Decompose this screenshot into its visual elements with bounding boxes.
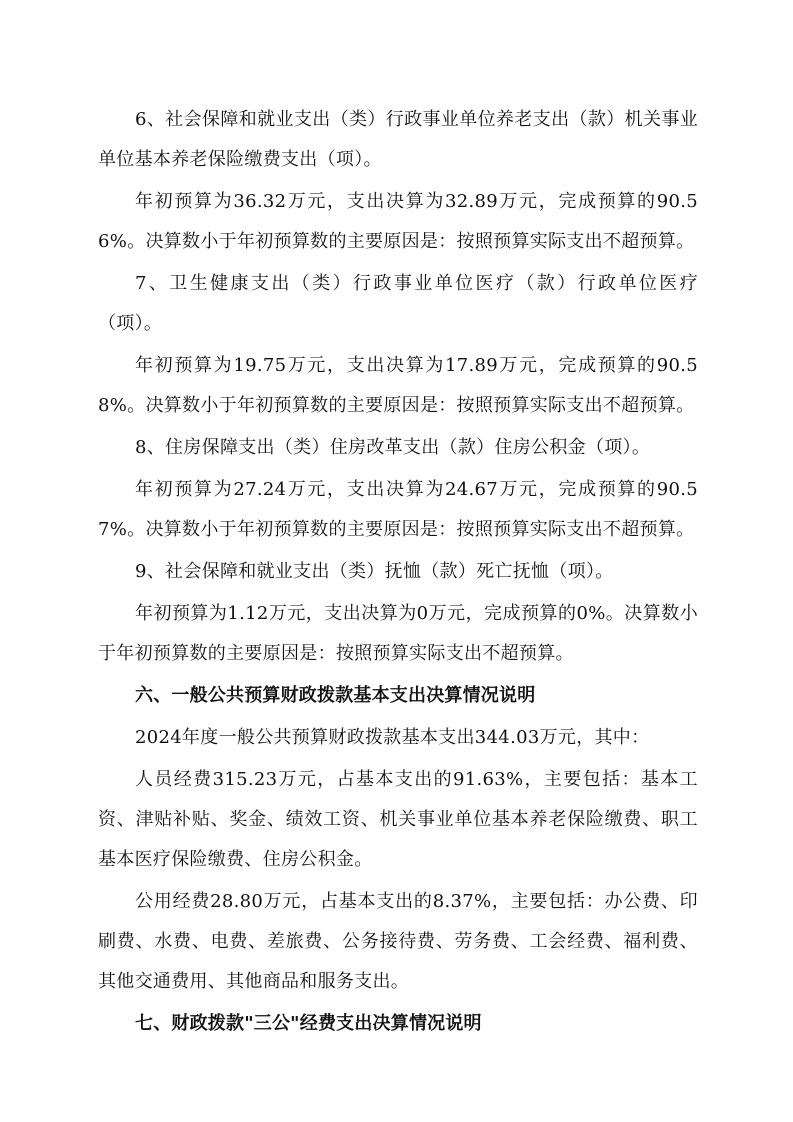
item-7-body: 年初预算为19.75万元，支出决算为17.89万元，完成预算的90.58%。决算数小于年初预算数的主要原因是：按照预算实际支出不超预算。 xyxy=(98,355,698,416)
section-6-personnel-expenses: 人员经费315.23万元，占基本支出的91.63%，主要包括：基本工资、津贴补贴、奖金、绩效工资、机关事业单位基本养老保险缴费、职工基本医疗保险缴费、住房公积金。 xyxy=(98,769,698,870)
section-7-heading: 七、财政拨款"三公"经费支出决算情况说明 xyxy=(135,1013,482,1034)
item-6-title: 6、社会保障和就业支出（类）行政事业单位养老支出（款）机关事业单位基本养老保险缴费支出（项）。 xyxy=(98,109,698,170)
section-6-intro: 2024年度一般公共预算财政拨款基本支出344.03万元，其中： xyxy=(135,727,650,748)
item-6-body: 年初预算为36.32万元，支出决算为32.89万元，完成预算的90.56%。决算数小于年初预算数的主要原因是：按照预算实际支出不超预算。 xyxy=(98,191,698,252)
item-7-title: 7、卫生健康支出（类）行政事业单位医疗（款）行政单位医疗（项）。 xyxy=(98,273,698,334)
section-6-public-expenses: 公用经费28.80万元，占基本支出的8.37%，主要包括：办公费、印刷费、水费、电费、差旅费、公务接待费、劳务费、工会经费、福利费、其他交通费用、其他商品和服务支出。 xyxy=(98,891,698,992)
document-body xyxy=(98,100,698,1046)
item-9-body: 年初预算为1.12万元，支出决算为0万元，完成预算的0%。决算数小于年初预算数的主要原因是：按照预算实际支出不超预算。 xyxy=(98,603,698,664)
item-8-title: 8、住房保障支出（类）住房改革支出（款）住房公积金（项）。 xyxy=(135,437,651,458)
section-6-heading: 六、一般公共预算财政拨款基本支出决算情况说明 xyxy=(135,685,536,706)
item-9-title: 9、社会保障和就业支出（类）抚恤（款）死亡抚恤（项）。 xyxy=(135,561,614,582)
item-8-body: 年初预算为27.24万元，支出决算为24.67万元，完成预算的90.57%。决算数小于年初预算数的主要原因是：按照预算实际支出不超预算。 xyxy=(98,479,698,540)
